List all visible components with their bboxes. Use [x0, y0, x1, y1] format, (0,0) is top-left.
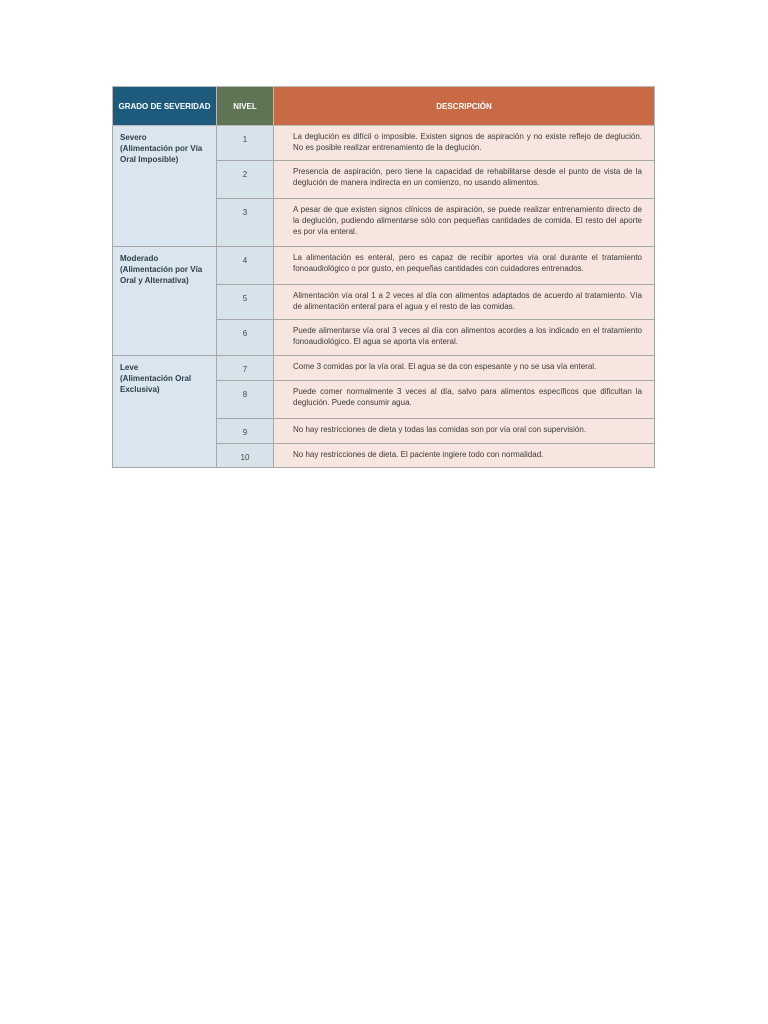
nivel-cell: 4 — [217, 247, 274, 285]
description-cell: Come 3 comidas por la vía oral. El agua se da con espesante y no se usa vía enteral. — [274, 356, 655, 381]
table-row — [113, 126, 655, 161]
grado-sub: (Alimentación por Vía Oral Imposible) — [120, 144, 203, 164]
header-nivel: NIVEL — [217, 87, 274, 126]
grado-cell-moderado — [113, 247, 217, 356]
table-row — [113, 356, 655, 381]
header-descripcion: DESCRIPCIÓN — [274, 87, 655, 126]
grado-name: Moderado — [120, 254, 159, 263]
nivel-cell: 9 — [217, 419, 274, 444]
header-grado: GRADO DE SEVERIDAD — [113, 87, 217, 126]
description-cell: Puede alimentarse vía oral 3 veces al día con alimentos acordes a los indicado en el tratamiento fonoaudiológico. El agua se aporta vía enteral. — [274, 320, 655, 356]
description-cell: La alimentación es enteral, pero es capaz de recibir aportes vía oral durante el tratamiento fonoaudiológico o por gusto, en pequeñas cantidades con cuidadores entrenados. — [274, 247, 655, 285]
nivel-cell: 1 — [217, 126, 274, 161]
description-cell: Alimentación vía oral 1 a 2 veces al día con alimentos adaptados de acuerdo al tratamiento. Vía de alimentación enteral para el agua y el resto de las comidas. — [274, 285, 655, 320]
description-cell: La deglución es difícil o imposible. Existen signos de aspiración y no existe reflejo de deglución. No es posible realizar entrenamiento de la deglución. — [274, 126, 655, 161]
nivel-cell: 5 — [217, 285, 274, 320]
grado-name: Severo — [120, 133, 147, 142]
nivel-cell: 6 — [217, 320, 274, 356]
description-cell: Puede comer normalmente 3 veces al día, salvo para alimentos específicos que dificultan la deglución. Puede consumir agua. — [274, 381, 655, 419]
grado-name: Leve — [120, 363, 139, 372]
grado-cell-leve — [113, 356, 217, 468]
nivel-cell: 2 — [217, 161, 274, 199]
dysphagia-severity-table — [112, 86, 655, 468]
nivel-cell: 8 — [217, 381, 274, 419]
table-row — [113, 247, 655, 285]
nivel-cell: 10 — [217, 444, 274, 468]
description-cell: No hay restricciones de dieta y todas las comidas son por vía oral con supervisión. — [274, 419, 655, 444]
description-cell: A pesar de que existen signos clínicos de aspiración, se puede realizar entrenamiento directo de la deglución, pudiendo alimentarse sólo con pequeñas cantidades de comida. El resto del aporte es por vía enteral. — [274, 199, 655, 247]
severity-table-container — [112, 86, 654, 468]
grado-cell-severo — [113, 126, 217, 247]
header-row — [113, 87, 655, 126]
nivel-cell: 7 — [217, 356, 274, 381]
description-cell: Presencia de aspiración, pero tiene la capacidad de rehabilitarse desde el punto de vista de la deglución de manera indirecta en un comienzo, no usando alimentos. — [274, 161, 655, 199]
grado-sub: (Alimentación Oral Exclusiva) — [120, 374, 192, 394]
grado-sub: (Alimentación por Vía Oral y Alternativa) — [120, 265, 203, 285]
description-cell: No hay restricciones de dieta. El paciente ingiere todo con normalidad. — [274, 444, 655, 468]
nivel-cell: 3 — [217, 199, 274, 247]
